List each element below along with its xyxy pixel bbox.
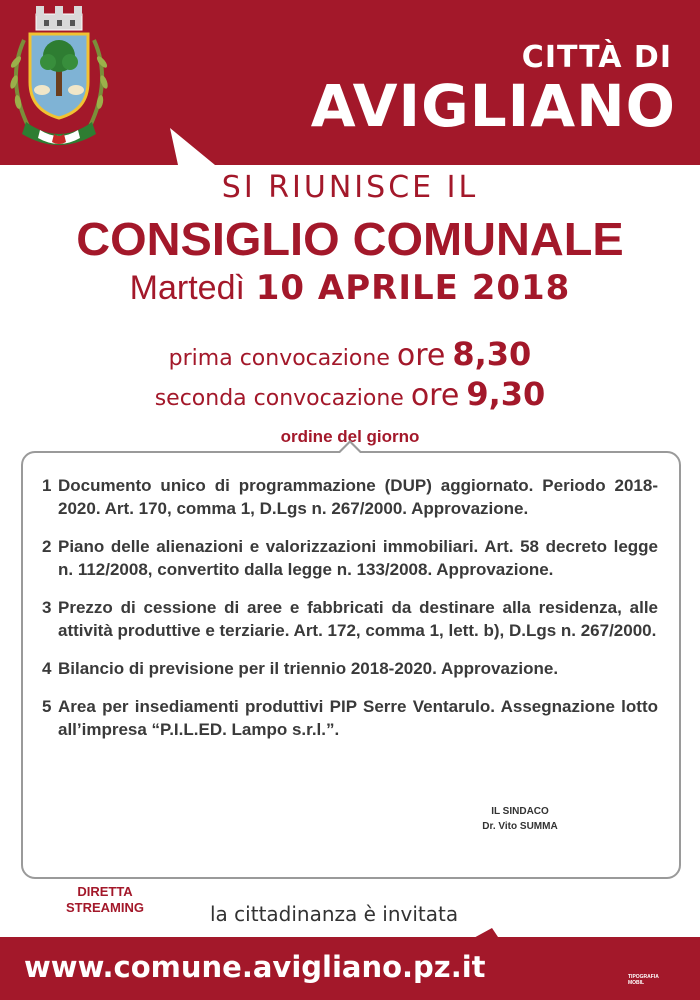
live-streaming-label [46, 884, 164, 916]
streaming-line-1: DIRETTA [77, 884, 133, 899]
second-call-label: seconda convocazione [154, 386, 404, 411]
meeting-weekday: Martedì [129, 269, 245, 307]
first-call-time: 8,30 [452, 335, 532, 373]
agenda-item [42, 657, 658, 680]
printer-line-1: TIPOGRAFIA [628, 974, 659, 980]
speech-pointer-inner [340, 443, 360, 453]
citizens-invited: la cittadinanza è invitata [210, 902, 459, 926]
city-prefix: CITTÀ DI [521, 40, 672, 75]
agenda-item-text: Area per insediamenti produttivi PIP Serre Ventarulo. Assegnazione lotto all’impresa “P.I.L.ED. Lampo s.r.l.”. [58, 697, 658, 739]
coat-of-arms-icon [0, 0, 118, 148]
printer-line-2: MOBIL [628, 980, 645, 986]
agenda-item-text: Prezzo di cessione di aree e fabbricati da destinare alla residenza, alle attività produttive e terziarie. Art. 172, comma 1, lett. b), D.Lgs n. 267/2000. [58, 598, 658, 640]
council-title: CONSIGLIO COMUNALE [76, 213, 624, 265]
agenda-heading: ordine del giorno [280, 427, 420, 446]
agenda-item-text: Piano delle alienazioni e valorizzazioni immobiliari. Art. 58 decreto legge n. 112/2008, convertito dalla legge n. 133/2008. Approvazione. [58, 537, 658, 579]
agenda-item [42, 695, 658, 741]
second-call [0, 375, 700, 413]
streaming-line-2: STREAMING [66, 900, 144, 915]
town-name: AVIGLIANO [310, 72, 676, 140]
agenda-list [42, 474, 658, 756]
agenda-item-number: 3 [42, 598, 52, 617]
intro-line: SI RIUNISCE IL [221, 170, 479, 205]
first-call [0, 335, 700, 373]
meeting-day: 10 APRILE 2018 [255, 268, 571, 308]
agenda-item-number: 1 [42, 476, 52, 495]
printer-logo [628, 974, 659, 986]
website-link[interactable]: www.comune.avigliano.pz.it [24, 950, 486, 984]
agenda-item [42, 474, 658, 520]
second-call-ore: ore [410, 378, 460, 413]
agenda-item [42, 535, 658, 581]
second-call-time: 9,30 [466, 375, 546, 413]
meeting-date [0, 268, 700, 308]
first-call-label: prima convocazione [168, 346, 390, 371]
mayor-signature [440, 804, 600, 834]
mayor-name: Dr. Vito SUMMA [482, 821, 558, 832]
header-banner [0, 0, 700, 165]
agenda-item-text: Bilancio di previsione per il triennio 2018-2020. Approvazione. [58, 659, 559, 678]
agenda-item-number: 2 [42, 537, 52, 556]
mayor-role: IL SINDACO [491, 806, 549, 817]
agenda-item-number: 4 [42, 659, 52, 678]
first-call-ore: ore [396, 338, 446, 373]
agenda-item [42, 596, 658, 642]
agenda-item-text: Documento unico di programmazione (DUP) aggiornato. Periodo 2018-2020. Art. 170, comma 1, D.Lgs n. 267/2000. Approvazione. [58, 476, 658, 518]
agenda-item-number: 5 [42, 697, 52, 716]
